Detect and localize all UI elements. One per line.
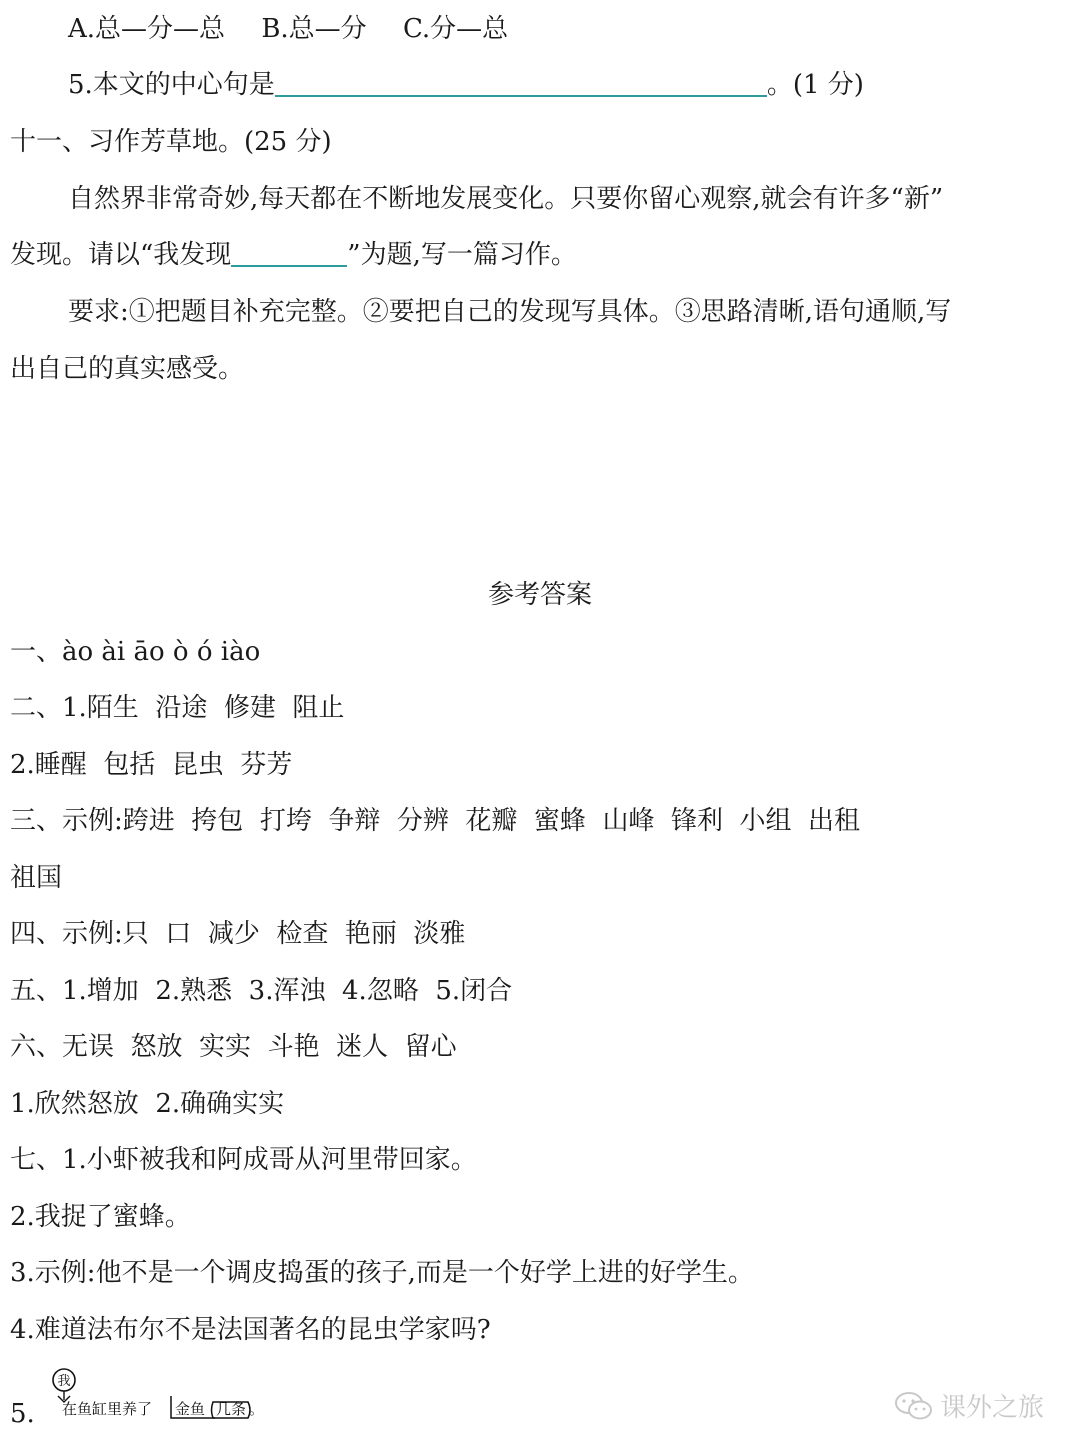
answer-3-2: 祖国	[10, 863, 63, 893]
diagram-boxed-2: 几条	[216, 1400, 247, 1418]
answer-7-4: 4.难道法布尔不是法国著名的昆虫学家吗?	[10, 1315, 491, 1345]
requirements-line-2: 出自己的真实感受。	[10, 354, 245, 384]
watermark	[894, 1387, 1044, 1424]
answers-title: 参考答案	[487, 580, 592, 610]
title-blank[interactable]	[231, 239, 347, 267]
answer-4: 四、示例:只 口 减少 检查 艳丽 淡雅	[10, 919, 466, 949]
option-c: C.分—总	[402, 14, 509, 44]
option-a: A.总—分—总	[68, 14, 226, 44]
diagram-end: 。	[249, 1400, 265, 1418]
circled-subject-text: 我	[57, 1374, 71, 1389]
q5-suffix: 。(1 分)	[766, 70, 864, 100]
answer-5: 五、1.增加 2.熟悉 3.浑浊 4.忽略 5.闭合	[10, 976, 513, 1006]
q5-blank[interactable]	[275, 69, 767, 97]
answer-7-1: 七、1.小虾被我和阿成哥从河里带回家。	[10, 1145, 477, 1175]
diagram-text-1: 在鱼缸里养了	[62, 1400, 153, 1418]
answer-7-5-number: 5.	[10, 1399, 35, 1429]
composition-heading: 十一、习作芳草地。(25 分)	[10, 127, 332, 157]
answer-1: 一、ào ài āo ò ó iào	[10, 637, 261, 667]
prompt-line-2-suffix: ”为题,写一篇习作。	[347, 240, 577, 270]
option-b: B.总—分	[261, 14, 367, 44]
q5-prefix: 5.本文的中心句是	[68, 70, 275, 100]
wechat-icon	[894, 1390, 934, 1422]
answer-7-2: 2.我捉了蜜蜂。	[10, 1202, 191, 1232]
answer-6-2: 1.欣然怒放 2.确确实实	[10, 1089, 285, 1119]
q4-options	[68, 12, 508, 46]
prompt-line-2	[10, 238, 577, 272]
answer-2-2: 2.睡醒 包括 昆虫 芬芳	[10, 750, 293, 780]
requirements-line-1: 要求:①把题目补充完整。②要把自己的发现写具体。③思路清晰,语句通顺,写	[68, 297, 952, 327]
sentence-diagram	[50, 1366, 270, 1426]
diagram-boxed-1: 金鱼	[175, 1400, 206, 1418]
prompt-line-1: 自然界非常奇妙,每天都在不断地发展变化。只要你留心观察,就会有许多“新”	[68, 184, 944, 214]
answer-2-1: 二、1.陌生 沿途 修建 阻止	[10, 693, 345, 723]
answer-7-3: 3.示例:他不是一个调皮捣蛋的孩子,而是一个好学上进的好学生。	[10, 1258, 754, 1288]
q5-line	[68, 68, 864, 102]
prompt-line-2-prefix: 发现。请以“我发现	[10, 240, 232, 270]
watermark-text: 课外之旅	[940, 1393, 1045, 1423]
answer-3-1: 三、示例:跨进 挎包 打垮 争辩 分辨 花瓣 蜜蜂 山峰 锋利 小组 出租	[10, 806, 861, 836]
answer-6-1: 六、无误 怒放 实实 斗艳 迷人 留心	[10, 1032, 457, 1062]
